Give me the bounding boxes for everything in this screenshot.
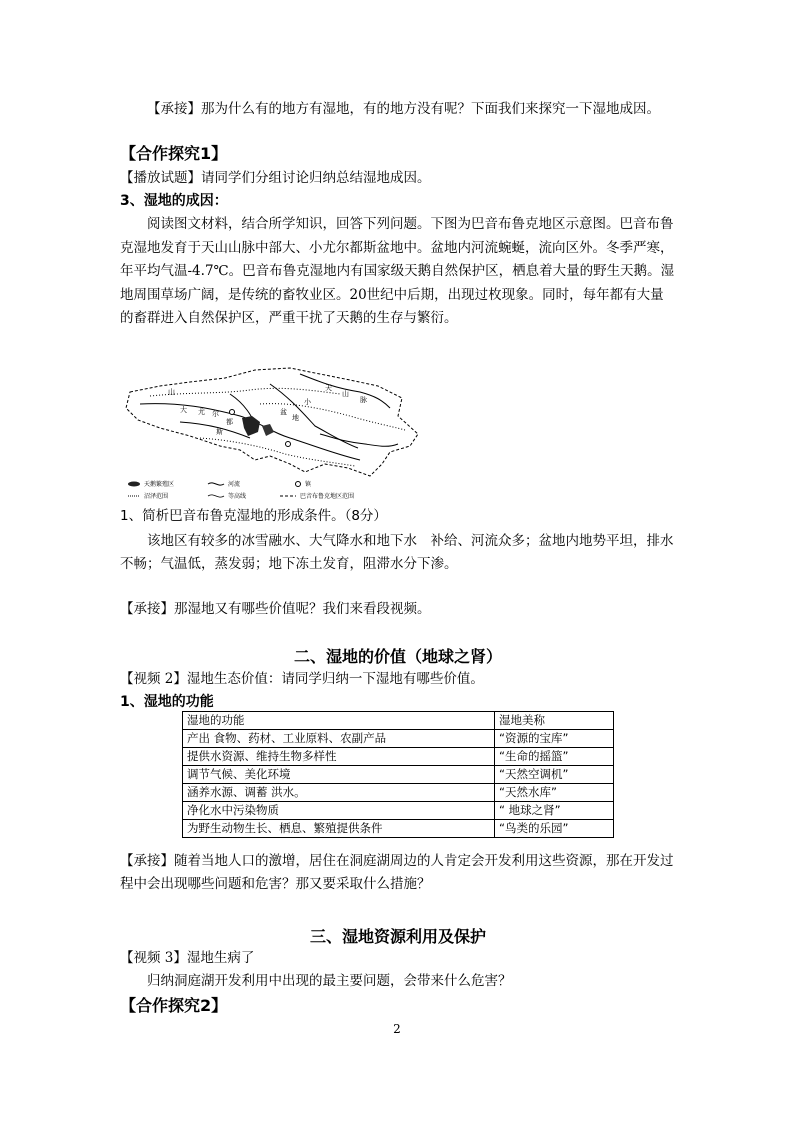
map-label: 盆 bbox=[280, 408, 287, 416]
table-cell: “生命的摇篮” bbox=[495, 748, 614, 766]
table-cell: “资源的宝库” bbox=[495, 730, 614, 748]
legend-marsh: 沼泽范围 bbox=[144, 493, 169, 500]
question-1: 1、简析巴音布鲁克湿地的形成条件。（8分） bbox=[120, 508, 387, 524]
table-cell: 提供水资源、维持生物多样性 bbox=[183, 748, 495, 766]
table-header-row bbox=[183, 712, 614, 730]
legend-region: 巴音布鲁克地区范围 bbox=[300, 493, 355, 500]
legend-contour: 等高线 bbox=[228, 493, 247, 500]
coop-inquiry-1-heading: 【合作探究1】 bbox=[120, 144, 228, 163]
map-label: 天 bbox=[325, 384, 332, 392]
map-label: 山 bbox=[168, 388, 175, 396]
table-row bbox=[183, 730, 614, 748]
coop-inquiry-2-heading: 【合作探究2】 bbox=[120, 996, 228, 1015]
table-row bbox=[183, 784, 614, 802]
transition-paragraph-3: 【承接】随着当地人口的激增，居住在洞庭湖周边的人肯定会开发利用这些资源，那在开发过程中会出现哪些问题和危害？那又要采取什么措施？ bbox=[120, 853, 674, 892]
question-prompt: 归纳洞庭湖开发利用中出现的最主要问题，会带来什么危害？ bbox=[147, 973, 512, 989]
answer-1: 该地区有较多的冰雪融水、大气降水和地下水 补给、河流众多；盆地内地势平坦，排水不畅；气温低，蒸发弱；地下冻土发育，阻滞水分下渗。 bbox=[120, 533, 674, 572]
table-header-cell: 湿地的功能 bbox=[183, 712, 495, 730]
map-label: 斯 bbox=[216, 428, 223, 436]
wetland-function-heading: 1、湿地的功能 bbox=[120, 694, 214, 710]
video-prompt: 【播放试题】请同学们分组讨论归纳总结湿地成因。 bbox=[120, 170, 431, 186]
table-cell: “鸟类的乐园” bbox=[495, 820, 614, 838]
bayinbuluke-map bbox=[120, 364, 422, 502]
table-row bbox=[183, 820, 614, 838]
map-label: 大 bbox=[180, 406, 187, 414]
table-row bbox=[183, 802, 614, 820]
table-row bbox=[183, 748, 614, 766]
table-cell: 为野生动物生长、栖息、繁殖提供条件 bbox=[183, 820, 495, 838]
table-cell: “ 地球之肾” bbox=[495, 802, 614, 820]
page-number: 2 bbox=[393, 1022, 401, 1036]
map-label: 都 bbox=[226, 418, 233, 426]
map-label: 小 bbox=[304, 398, 311, 406]
map-label: 脉 bbox=[360, 396, 367, 404]
table-row bbox=[183, 766, 614, 784]
section-3-heading: 三、湿地资源利用及保护 bbox=[309, 927, 486, 946]
wetland-function-table bbox=[182, 711, 614, 838]
reading-material: 阅读图文材料，结合所学知识，回答下列问题。下图为巴音布鲁克地区示意图。巴音布鲁克湿地发育于天山山脉中部大、小尤尔都斯盆地中。盆地内河流蜿蜒，流向区外。冬季严寒，年平均气温-4.7℃。巴音布鲁克湿地内有国家级天鹅自然保护区，栖息着大量的野生天鹅。湿地周围草场广阔，是传统的畜牧业区。20世纪中后期，出现过枚现象。同时，每年都有大量的畜群进入自然保护区，严重干扰了天鹅的生存与繁衍。 bbox=[120, 216, 675, 326]
table-cell: 净化水中污染物质 bbox=[183, 802, 495, 820]
map-label: 地 bbox=[292, 414, 299, 422]
table-cell: “天然水库” bbox=[495, 784, 614, 802]
table-cell: 产出 食物、药材、工业原料、农副产品 bbox=[183, 730, 495, 748]
transition-paragraph-1: 【承接】那为什么有的地方有湿地，有的地方没有呢？下面我们来探究一下湿地成因。 bbox=[147, 101, 660, 117]
video-2-prompt: 【视频 2】湿地生态价值：请同学归纳一下湿地有哪些价值。 bbox=[120, 671, 484, 687]
map-label: 尤 bbox=[198, 408, 205, 416]
table-header-cell: 湿地美称 bbox=[495, 712, 614, 730]
legend-swan-area: 天鹅繁殖区 bbox=[144, 481, 175, 488]
video-3-prompt: 【视频 3】湿地生病了 bbox=[120, 950, 255, 966]
table-cell: 涵养水源、调蓄 洪水。 bbox=[183, 784, 495, 802]
transition-paragraph-2: 【承接】那湿地又有哪些价值呢？我们来看段视频。 bbox=[120, 601, 431, 617]
legend-town: 镇 bbox=[305, 481, 312, 488]
section-2-heading: 二、湿地的价值（地球之肾） bbox=[293, 647, 502, 666]
table-cell: “天然空调机” bbox=[495, 766, 614, 784]
map-label: 尔 bbox=[212, 410, 219, 418]
legend-river: 河流 bbox=[228, 481, 241, 488]
wetland-cause-heading: 3、湿地的成因： bbox=[120, 193, 228, 209]
map-label: 山 bbox=[342, 390, 349, 398]
table-cell: 调节气候、美化环境 bbox=[183, 766, 495, 784]
